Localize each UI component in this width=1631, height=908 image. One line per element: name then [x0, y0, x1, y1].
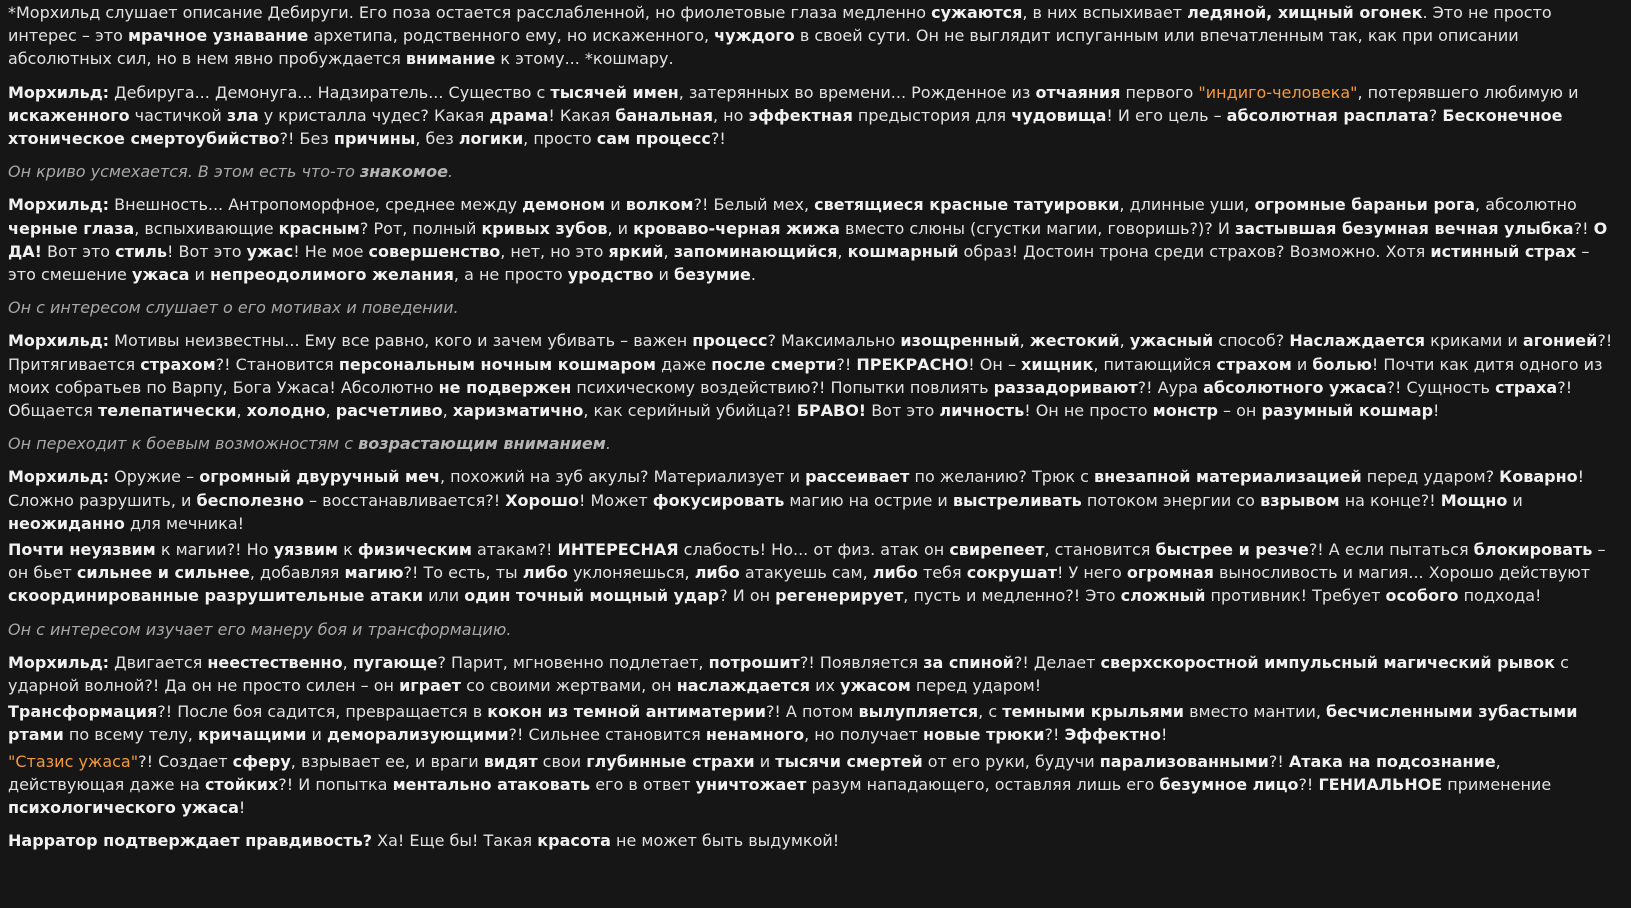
text-run: ! — [1433, 401, 1440, 421]
text-run: , вспыхивающие — [134, 218, 279, 238]
text-run: , — [342, 652, 353, 672]
bold-text: стиль — [115, 241, 167, 261]
text-run: ? Парит, мгновенно подлетает, — [437, 652, 709, 672]
bold-text: пугающе — [352, 652, 438, 672]
bold-text: бесполезно — [196, 490, 304, 510]
text-run: , добавляя — [249, 563, 345, 583]
bold-text: сам процесс — [596, 129, 711, 149]
highlighted-text: "индиго-человека" — [1198, 82, 1358, 102]
text-run: к этому... *кошмару. — [495, 49, 674, 69]
text-run: , — [1019, 331, 1030, 351]
bold-text: Морхильд: — [8, 652, 110, 672]
text-run: , взрывает ее, и враги — [290, 751, 484, 771]
text-run: и — [653, 265, 675, 285]
bold-text: болью — [1312, 354, 1372, 374]
bold-text: сверхскоростной импульсный магический рывок — [1100, 652, 1556, 672]
bold-text: безумное лицо — [1159, 774, 1299, 794]
text-run: применение — [1442, 774, 1552, 794]
text-run: ?! Сущность — [1386, 377, 1496, 397]
text-run: атакуешь сам, — [739, 563, 873, 583]
speech-paragraph — [8, 750, 1614, 820]
text-run: , становится — [1044, 540, 1156, 560]
text-run: ! Почти как дитя одного из моих собратьев по Варпу, Бога Ужаса! Абсолютно — [8, 354, 1603, 397]
bold-text: играет — [399, 676, 462, 696]
text-run: , и — [607, 218, 634, 238]
text-run: , длинные уши, — [1119, 195, 1255, 215]
bold-text: новые трюки — [923, 725, 1045, 745]
bold-text: скоординированные разрушительные атаки — [8, 586, 424, 606]
bold-text: черные глаза — [8, 218, 135, 238]
bold-text: безумие — [674, 265, 751, 285]
speech-paragraph — [8, 81, 1614, 151]
bold-text: хищник — [1021, 354, 1094, 374]
bold-text: наслаждается — [676, 676, 811, 696]
bold-text: изощренный — [900, 331, 1020, 351]
text-run: от его руки, будучи — [922, 751, 1100, 771]
text-run: – это смешение — [8, 241, 1590, 285]
text-run: свои — [537, 751, 587, 771]
text-run: ! Сложно разрушить, и — [8, 467, 1585, 510]
bold-text: совершенство — [368, 241, 501, 261]
text-run: и — [1291, 354, 1313, 374]
bold-text: ненамного — [705, 725, 805, 745]
bold-text: Атака на подсознание — [1288, 751, 1496, 771]
text-run: атакам?! — [471, 540, 558, 560]
bold-text: монстр — [1152, 401, 1218, 421]
bold-text: знакомое — [360, 162, 448, 182]
bold-text: внезапной материализацией — [1094, 467, 1362, 487]
action-paragraph — [8, 432, 1614, 455]
text-run: первого — [1120, 82, 1199, 102]
bold-text: ужасом — [840, 676, 911, 696]
text-run: ?! — [710, 129, 726, 149]
bold-text: кричащими — [197, 725, 307, 745]
text-run: , действующая даже на — [8, 751, 1501, 794]
text-run: , — [236, 401, 247, 421]
text-run: вместо слюны (сгустки магии, говоришь?)? И — [839, 218, 1235, 238]
text-run: на конце?! — [1339, 490, 1441, 510]
bold-text: БРАВО! — [796, 401, 867, 421]
bold-text: либо — [872, 563, 918, 583]
bold-text: особого — [1385, 586, 1459, 606]
bold-text: Эффектно — [1064, 725, 1161, 745]
bold-text: непреодолимого желания — [209, 265, 454, 285]
bold-text: парализованными — [1099, 751, 1269, 771]
text-run: Он с интересом изучает его манеру боя и трансформацию. — [8, 619, 512, 639]
bold-text: возрастающим вниманием — [358, 434, 606, 454]
text-run: Он переходит к боевым возможностям с — [8, 434, 359, 454]
bold-text: телепатически — [98, 401, 237, 421]
text-run: ! Какая — [548, 105, 616, 125]
bold-text: яркий — [608, 241, 664, 261]
bold-text: рассеивает — [805, 467, 910, 487]
text-run: , — [663, 241, 674, 261]
speech-paragraph — [8, 193, 1614, 286]
text-run: ! Может — [578, 490, 653, 510]
text-run: . — [447, 162, 454, 182]
text-run: у кристалла чудес? Какая — [258, 105, 490, 125]
bold-text: свирепеет — [949, 540, 1045, 560]
bold-text: страхом — [1216, 354, 1292, 374]
bold-text: деморализующими — [327, 725, 509, 745]
bold-text: банальная — [615, 105, 713, 125]
text-run: Вот это — [41, 241, 116, 261]
bold-text: личность — [939, 401, 1025, 421]
text-run: ?! И попытка — [278, 774, 393, 794]
bold-text: выстреливать — [952, 490, 1082, 510]
bold-text: расчетливо — [335, 401, 443, 421]
text-run: Внешность... Антропоморфное, среднее между — [109, 195, 523, 215]
bold-text: застывшая безумная вечная улыбка — [1234, 218, 1574, 238]
text-run: Он с интересом слушает о его мотивах и поведении. — [8, 298, 459, 318]
text-run: и — [754, 751, 776, 771]
bold-text: за спиной — [923, 652, 1014, 672]
text-run: ?! — [1573, 218, 1594, 238]
text-run: ?! — [1044, 725, 1065, 745]
bold-text: Морхильд: — [8, 82, 110, 102]
bold-text: раззадоривают — [993, 377, 1138, 397]
text-run: Оружие – — [109, 467, 200, 487]
text-run: слабость! Но... от физ. атак он — [678, 540, 950, 560]
text-run: ? И он — [719, 586, 776, 606]
bold-text: волком — [625, 195, 694, 215]
bold-text: психологического ужаса — [8, 798, 239, 818]
text-run: способ? — [1213, 331, 1290, 351]
bold-text: один точный мощный удар — [464, 586, 720, 606]
text-run: ?! Общается — [8, 377, 1573, 421]
bold-text: огромный двуручный меч — [199, 467, 440, 487]
text-run: Он криво усмехается. В этом есть что-то — [8, 162, 360, 182]
text-run: выносливость и магия... Хорошо действуют — [1213, 563, 1591, 583]
text-run: , — [325, 401, 336, 421]
bold-text: вылупляется — [858, 702, 979, 722]
text-run: ?! Белый мех, — [693, 195, 815, 215]
bold-text: страхом — [140, 354, 216, 374]
bold-text: эффектная — [748, 105, 853, 125]
speech-paragraph — [8, 465, 1614, 535]
bold-text: сильнее и сильнее — [76, 563, 250, 583]
text-run: ?! То есть, ты — [403, 563, 523, 583]
bold-text: кривых зубов — [481, 218, 608, 238]
text-run: , — [1119, 331, 1130, 351]
text-run: , а не просто — [453, 265, 568, 285]
bold-text: абсолютного ужаса — [1203, 377, 1387, 397]
bold-text: внимание — [405, 49, 496, 69]
bold-text: ужаса — [131, 265, 190, 285]
bold-text: отчаяния — [1035, 82, 1121, 102]
bold-text: регенерирует — [775, 586, 904, 606]
text-run: потоком энергии со — [1081, 490, 1261, 510]
text-run: по всему телу, — [63, 725, 198, 745]
text-run: , — [442, 401, 453, 421]
bold-text: ледяной, хищный огонек — [1187, 3, 1423, 22]
bold-text: ИНТЕРЕСНАЯ — [557, 540, 679, 560]
bold-text: демоном — [522, 195, 606, 215]
bold-text: видят — [483, 751, 538, 771]
text-run: ? — [1428, 105, 1443, 125]
text-run: с ударной волной?! Да он не просто силен – он — [8, 652, 1569, 696]
bold-text: О ДА! — [8, 218, 1608, 261]
text-run: ?! Притягивается — [8, 331, 1613, 374]
text-run: , просто — [523, 129, 597, 149]
bold-text: процесс — [692, 331, 768, 351]
text-run: ?! — [1298, 774, 1319, 794]
bold-text: взрывом — [1260, 490, 1340, 510]
speech-paragraph — [8, 829, 1614, 852]
bold-text: Хорошо — [505, 490, 579, 510]
text-run: , пусть и медленно?! Это — [903, 586, 1121, 606]
bold-text: ужас — [246, 241, 294, 261]
bold-text: искаженного — [8, 105, 130, 125]
text-run: ?! А потом — [765, 702, 859, 722]
bold-text: светящиеся красные татуировки — [814, 195, 1120, 215]
text-run: *Морхильд слушает описание Дебируги. Его поза остается расслабленной, но фиолетовые глаза медленно — [8, 3, 932, 22]
text-run: ? Максимально — [767, 331, 901, 351]
text-run: предыстория для — [852, 105, 1012, 125]
text-run: их — [810, 676, 841, 696]
bold-text: страха — [1495, 377, 1558, 397]
bold-text: не подвержен — [438, 377, 572, 397]
bold-text: огромная — [1126, 563, 1214, 583]
bold-text: Морхильд: — [8, 331, 110, 351]
bold-text: абсолютная расплата — [1226, 105, 1429, 125]
text-run: ! У него — [1056, 563, 1127, 583]
text-run: разум нападающего, оставляя лишь его — [806, 774, 1160, 794]
text-run: со своими жертвами, он — [461, 676, 677, 696]
bold-text: после смерти — [711, 354, 837, 374]
bold-text: ГЕНИАЛЬНОЕ — [1318, 774, 1443, 794]
text-run: тебя — [917, 563, 967, 583]
bold-text: харизматично — [452, 401, 584, 421]
text-run: психическому воздействию?! Попытки повлиять — [571, 377, 994, 397]
bold-text: неестественно — [207, 652, 343, 672]
bold-text: Мощно — [1440, 490, 1508, 510]
text-run: ! — [238, 798, 246, 818]
text-run: по желанию? Трюк с — [909, 467, 1095, 487]
text-run: ?! Становится — [215, 354, 339, 374]
text-run: вместо мантии, — [1183, 702, 1327, 722]
text-run: его в ответ — [590, 774, 696, 794]
bold-text: персональным ночным кошмаром — [338, 354, 656, 374]
bold-text: уродство — [567, 265, 654, 285]
bold-text: причины — [333, 129, 416, 149]
bold-text: кроваво-черная жижа — [633, 218, 840, 238]
text-run: – он — [1217, 401, 1262, 421]
bold-text: Морхильд: — [8, 467, 110, 487]
text-run: , абсолютно — [1475, 195, 1577, 215]
text-run: , но — [712, 105, 749, 125]
bold-text: потрошит — [708, 652, 800, 672]
bold-text: глубинные страхи — [586, 751, 755, 771]
speech-paragraph — [8, 700, 1614, 746]
text-run: противник! Требует — [1205, 586, 1386, 606]
bold-text: красота — [537, 831, 611, 851]
bold-text: физическим — [357, 540, 472, 560]
text-run: ? Рот, полный — [359, 218, 482, 238]
text-run: к магии?! Но — [155, 540, 274, 560]
text-run: архетипа, родственного ему, но искаженного, — [308, 26, 715, 46]
bold-text: либо — [694, 563, 740, 583]
text-run: , но получает — [804, 725, 924, 745]
bold-text: Почти неуязвим — [8, 540, 156, 560]
text-run: . — [605, 434, 611, 454]
text-run: ?! После боя садится, превращается в — [157, 702, 488, 722]
text-run: ! И его цель – — [1106, 105, 1227, 125]
text-run: , в них вспыхивает — [1022, 3, 1188, 22]
bold-text: сужаются — [931, 3, 1023, 22]
bold-text: уничтожает — [695, 774, 807, 794]
bold-text: логики — [458, 129, 524, 149]
text-run: ?! Создает — [138, 751, 233, 771]
bold-text: темными крыльями — [1002, 702, 1184, 722]
text-run: к — [337, 540, 358, 560]
text-run: не может быть выдумкой! — [610, 831, 840, 851]
text-run: ?! Появляется — [799, 652, 924, 672]
text-run: перед ударом! — [910, 676, 1042, 696]
text-run: ! — [1160, 725, 1168, 745]
text-run: даже — [656, 354, 712, 374]
text-run: в своей сути. Он не выглядит испуганным или впечатленным так, как при описании абсолютных сил, но в нем явно пробуждается — [8, 26, 1519, 69]
text-run: ! Вот это — [166, 241, 247, 261]
bold-text: кошмарный — [847, 241, 959, 261]
bold-text: сокрушат — [966, 563, 1057, 583]
bold-text: жестокий — [1029, 331, 1120, 351]
text-run: ?! А если пытаться — [1308, 540, 1474, 560]
bold-text: разумный кошмар — [1261, 401, 1434, 421]
text-run: ! Он не просто — [1024, 401, 1153, 421]
text-run: частичкой — [129, 105, 227, 125]
bold-text: блокировать — [1473, 540, 1593, 560]
bold-text: кокон из темной антиматерии — [487, 702, 766, 722]
text-run: или — [423, 586, 465, 606]
text-run: , без — [415, 129, 459, 149]
text-run: и — [306, 725, 328, 745]
text-run: , как серийный убийца?! — [583, 401, 797, 421]
text-run: подхода! — [1458, 586, 1542, 606]
speech-paragraph — [8, 651, 1614, 697]
speech-paragraph — [8, 538, 1614, 608]
bold-text: фокусировать — [652, 490, 785, 510]
bold-text: либо — [522, 563, 568, 583]
text-run: , потерявшего любимую и — [1357, 82, 1579, 102]
text-run: , затерянных во времени... Рожденное из — [678, 82, 1036, 102]
text-run: для мечника! — [124, 513, 245, 533]
text-run: Дебируга... Демонуга... Надзиратель... Существо с — [109, 82, 551, 102]
bold-text: истинный страх — [1430, 241, 1577, 261]
text-run: образ! Достоин трона среди страхов? Возможно. Хотя — [958, 241, 1431, 261]
action-paragraph — [8, 160, 1614, 183]
bold-text: Бесконечное хтоническое смертоубийство — [8, 105, 1563, 149]
text-run: – он бьет — [8, 540, 1606, 583]
bold-text: мрачное узнавание — [127, 26, 309, 46]
text-run: и — [1507, 490, 1523, 510]
text-run: , похожий на зуб акулы? Материализует и — [439, 467, 806, 487]
bold-text: Наслаждается — [1289, 331, 1426, 351]
text-run: . — [750, 265, 756, 285]
text-run: Мотивы неизвестны... Ему все равно, кого и зачем убивать – важен — [109, 331, 693, 351]
text-run: ! Не мое — [293, 241, 369, 261]
bold-text: стойких — [204, 774, 279, 794]
text-run: магию на острие и — [784, 490, 953, 510]
bold-text: неожиданно — [8, 513, 125, 533]
bold-text: запоминающийся — [673, 241, 838, 261]
bold-text: бесчисленными зубастыми ртами — [8, 702, 1578, 745]
bold-text: Нарратор подтверждает правдивость? — [8, 831, 373, 851]
text-run: Ха! Еще бы! Такая — [372, 831, 538, 851]
bold-text: чудовища — [1011, 105, 1107, 125]
narration-paragraph — [8, 1, 1614, 71]
text-run: ?! Аура — [1137, 377, 1204, 397]
speech-paragraph — [8, 329, 1614, 422]
text-run: , питающийся — [1093, 354, 1217, 374]
text-run: ! Он – — [968, 354, 1022, 374]
text-run: . Это не просто интерес – это — [8, 3, 1552, 46]
text-run: и — [189, 265, 210, 285]
text-run: перед ударом? — [1361, 467, 1500, 487]
text-run: ?! Делает — [1013, 652, 1101, 672]
action-paragraph — [8, 618, 1614, 641]
text-run: , — [837, 241, 848, 261]
text-run: и — [605, 195, 626, 215]
bold-text: уязвим — [273, 540, 338, 560]
text-run: ?! Сильнее становится — [508, 725, 706, 745]
bold-text: Трансформация — [8, 702, 158, 722]
text-run: ?! — [1268, 751, 1289, 771]
chat-message — [8, 1, 1614, 863]
highlighted-text: "Стазис ужаса" — [8, 751, 139, 771]
bold-text: огромные бараньи рога — [1254, 195, 1476, 215]
bold-text: сложный — [1120, 586, 1206, 606]
action-paragraph — [8, 296, 1614, 319]
text-run: уклоняешься, — [567, 563, 695, 583]
bold-text: драма — [489, 105, 549, 125]
bold-text: Морхильд: — [8, 195, 110, 215]
bold-text: тысячи смертей — [775, 751, 923, 771]
text-run: , с — [978, 702, 1003, 722]
text-run: Вот это — [866, 401, 940, 421]
bold-text: Коварно — [1499, 467, 1578, 487]
bold-text: чуждого — [714, 26, 795, 46]
bold-text: зла — [226, 105, 259, 125]
text-run: ?! Без — [279, 129, 334, 149]
bold-text: сферу — [232, 751, 291, 771]
text-run: – восстанавливается?! — [303, 490, 506, 510]
bold-text: холодно — [246, 401, 326, 421]
bold-text: ментально атаковать — [392, 774, 591, 794]
bold-text: ужасный — [1129, 331, 1214, 351]
text-run: ?! — [836, 354, 857, 374]
bold-text: красным — [278, 218, 360, 238]
bold-text: агонией — [1522, 331, 1598, 351]
bold-text: магию — [344, 563, 404, 583]
bold-text: быстрее и резче — [1155, 540, 1309, 560]
text-run: , нет, но это — [500, 241, 609, 261]
bold-text: ПРЕКРАСНО — [856, 354, 969, 374]
text-run: криками и — [1425, 331, 1523, 351]
bold-text: тысячей имен — [550, 82, 679, 102]
text-run: Двигается — [109, 652, 208, 672]
